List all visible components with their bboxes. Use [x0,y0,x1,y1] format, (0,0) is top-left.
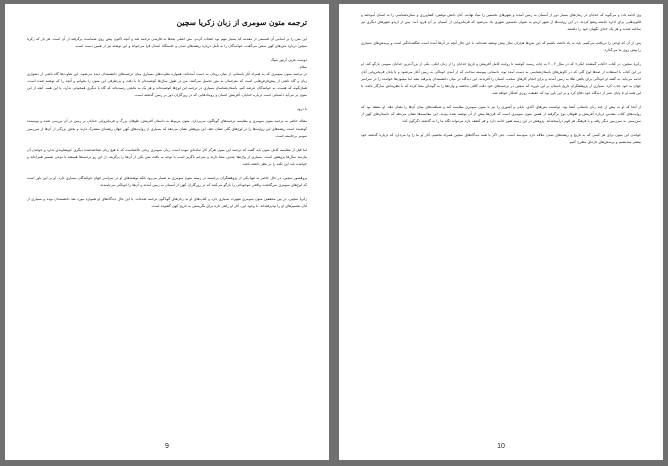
letter-body: در ترجمه متون سومری که به همراه آثار باستانی از میان رودان به دست آمده‌اند، همواره تفاوت‌های بسیاری میان ترجمه‌های دانشمندان دیده می‌شود. این تفاوت‌ها گاه ناشی از دشواری زبان و گاه ناشی از پیش‌فرض‌هایی است که مترجمان به متن تحمیل می‌کنند. من در طول سال‌ها کوشیده‌ام تا با دقت و بی‌طرفی این متون را بخوانم و آنچه را که نوشته شده است، همان‌گونه که هست، به خوانندگان عرضه کنم. باستان‌شناسان بسیاری در ترجمه این لوح‌ها کوشیده‌اند و هر یک به نتایجی رسیده‌اند که گاه با دیگری همخوانی ندارد. با این همه، آنچه از این متون بر می‌آید داستانی است درباره خدایان، آفرینش انسان و رویدادهایی که در روزگاران دور بر زمین گذشته است. [27,72,307,98]
document-title: ترجمه متون سومری از زبان زکریا سچین [176,18,307,27]
letter-greeting: سلام [299,65,307,70]
section-paragraph-4: پروفسور سچین، در حال حاضر نه تنها یکی از پژوهشگران برجسته در زمینه متون سومری به شمار می‌رود بلکه نوشته‌های او در سراسر جهان خوانندگان بسیاری دارد. او بر این باور است که لوح‌های سومری سرگذشت واقعی موجوداتی را بازگو می‌کنند که در روزگاران کهن از آسمان به زمین آمدند و آن‌ها را انوناکی می‌نامیدند. [27,175,307,188]
letter-heading: دوست عزیز، آرتور سیگ [270,58,307,63]
section-paragraph-3: اما قبل از مقایسه کامل متون باید گفت که ترجمه این متون هرگز کار ساده‌ای نبوده است. زبان سومری زبانی ناآشناست که با هیچ زبان شناخته‌شده دیگری خویشاوندی ندارد و خواندن آن نیازمند سال‌ها پژوهش است. بسیاری از واژه‌ها چندین معنا دارند و مترجم ناگزیر است با توجه به بافت متن یکی از آن‌ها را برگزیند. از این رو ترجمه‌ها همیشه با نوعی تفسیر همراه‌اند و خواننده باید این نکته را در نظر داشته باشد. [27,147,307,166]
left-page [5,4,329,460]
paragraph-4: از آنجا که او به بیش از چند زبان باستانی آشنا بود، توانست متن‌های اکدی، بابلی و آشوری را نیز با متون سومری مقایسه کند و شباهت‌های میان آن‌ها را نشان دهد. او معتقد بود که روایت‌های کتاب مقدس درباره آفرینش و طوفان نوح برگرفته از همین متون سومری است که قرن‌ها پیش از آن نوشته شده بودند. این مقایسه‌ها نشان می‌دهد که داستان‌های کهن از سرزمینی به سرزمین دیگر رفته و با فرهنگ هر قوم درآمیخته‌اند. پژوهش در این زمینه هنوز ادامه دارد و هر کشف تازه می‌تواند نگاه ما را به گذشته دگرگون کند. [361,104,641,124]
right-page [339,4,663,460]
paragraph-2: پس از آن که لوحی را دریافت می‌کنیم، باید به یاد داشته باشیم که این متن‌ها هزاران سال پیش نوشته شده‌اند. با این حال آنچه در آن‌ها آمده است شگفت‌انگیز است و پرسش‌های بسیاری را پیش روی ما می‌گذارد. [361,41,641,53]
paragraph-3: زکریا سچین، در کتاب «کتاب گمشده انکی» که در سال ۲۰۰۲ به چاپ رسید، کوشید تا روایت کامل آفرینش و تاریخ خدایان را از زبان انکی، یکی از بزرگ‌ترین خدایان سومر، بازگو کند. او در این کتاب با استفاده از صدها لوح گلی که در کاوش‌های باستان‌شناسی به دست آمده بود، داستانی پیوسته ساخت که از آمدن انوناکی به زمین آغاز می‌شود و تا پایان فرمانروایی آنان ادامه می‌یابد. به گفته او انوناکی برای یافتن طلا به زمین آمدند و برای انجام کارهای سخت، انسان را آفریدند. این دیدگاه در میان دانشمندان پذیرفته نشد اما میلیون‌ها خواننده را در سراسر جهان به خود جذب کرد. بسیاری از پژوهشگران تاریخ باستان بر این باورند که سچین در ترجمه‌های خود دقت کافی نداشته و واژه‌ها را به گونه‌ای معنا کرده که با نظریه‌اش سازگار باشد. با این همه او تا پایان عمر از دیدگاه خود دفاع کرد و بر این باور بود که حقیقت روزی آشکار خواهد شد. [361,62,641,95]
page-number-left: 9 [165,443,169,450]
paragraph-5: خواندن این متون برای هر کسی که به تاریخ و ریشه‌های تمدن علاقه دارد سودمند است. حتی اگر با همه دیدگاه‌های سچین همراه نباشیم، آثار او ما را وا می‌دارد که درباره گذشته خود بیشتر بیندیشیم و پرسش‌های تازه‌ای مطرح کنیم. [361,133,641,145]
letter-signoff: با درود [297,107,307,112]
section-paragraph-5: زکریا سچین، در بین محققین متون سومری شهرت بسیاری دارد و کتاب‌های او به زبان‌های گوناگون ترجمه شده‌اند. با این حال دیدگاه‌های او همواره مورد نقد دانشمندان بوده و بسیاری از آنان تفسیرهای او را نپذیرفته‌اند. با وجود این، آثار او راهی تازه برای نگریستن به تاریخ کهن گشوده است. [27,197,307,209]
right-page-content [361,12,641,432]
left-page-content [27,12,307,432]
paragraph-1: وی ادامه داد، و می‌گوید که خدایان در زمان‌های بسیار دور از آسمان به زمین آمدند و شهرهای نخستین را بنیاد نهادند. آنان دانش نوشتن، کشاورزی و ستاره‌شناسی را به انسان آموختند و قانون‌هایی برای اداره جامعه وضع کردند. در این روایت‌ها از شهر اریدو به عنوان نخستین شهری یاد می‌شود که فرمانروایی از آسمان بر آن فرود آمد. پس از اریدو شهرهای دیگری نیز ساخته شدند و هر یک خدای نگهبان خود را داشتند. [361,13,641,32]
section-paragraph-2: مقاله حاضر به ترجمه متون سومری و مقایسه ترجمه‌های گوناگون می‌پردازد. متون مربوط به داستان آفرینش، طوفان بزرگ و فرمانروایی خدایان بر زمین در آن بررسی شده و نویسنده کوشیده است ریشه‌های این روایت‌ها را در لوح‌های گلی نشان دهد. این پژوهش نشان می‌دهد که بسیاری از روایت‌های کهن جهان ریشه‌ای مشترک دارند و بخش بزرگی از آن‌ها از سرزمین سومر برخاسته است. [27,119,307,138]
intro-paragraph: این متن را بر اساس آن قسمتی از مقدمه که بسیار مهم بود انتخاب کردم. متن اصلی بعدها به فارسی ترجمه شد و آنچه اکنون پیش روی شماست برگرفته از آن است. هر بار که زکریا سچین درباره متن‌های کهن سخن می‌گفت، خوانندگان را به تأمل درباره ریشه‌های تمدن و خاستگاه انسان فرا می‌خواند و این نوشته نیز از همین دست است. [27,36,307,48]
page-number-right: 10 [497,443,505,450]
